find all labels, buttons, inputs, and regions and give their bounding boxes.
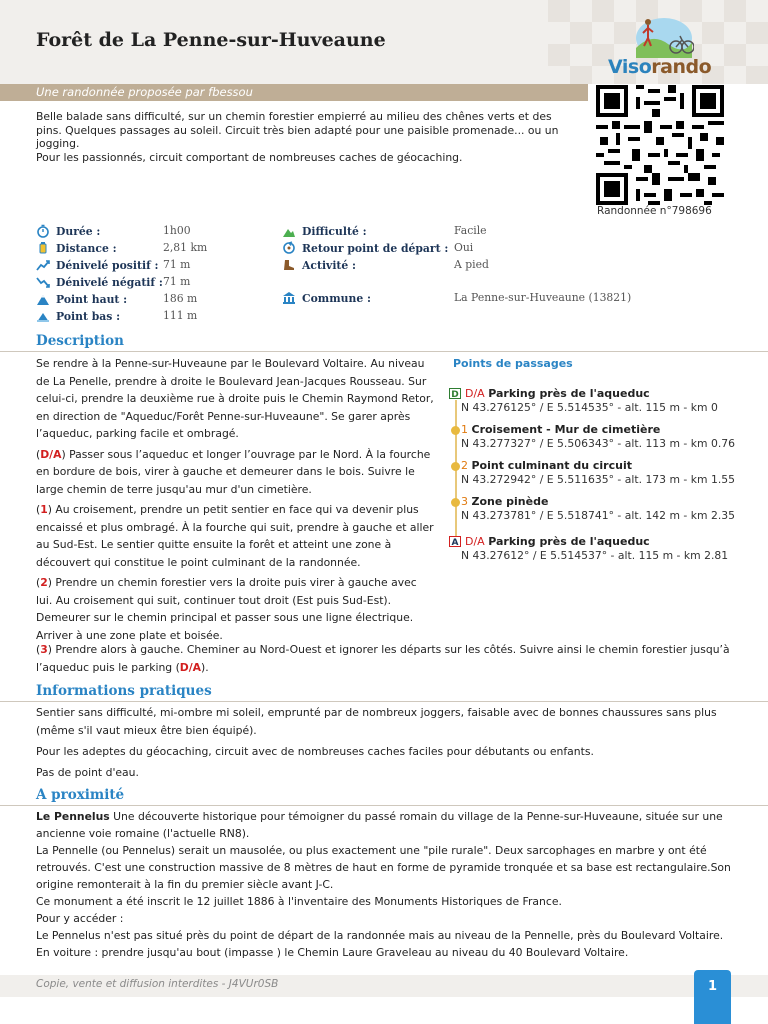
nearby-paragraph: Le Pennelus Une découverte historique pour témoigner du passé romain du village de la Penne-sur-Huveaune, située sur une ancienne voie romaine (l'actuelle RN8). — [36, 810, 723, 840]
distance-marker-icon — [36, 241, 50, 255]
stat-low-point: Point bas : — [36, 308, 120, 324]
waypoint-coords: N 43.276125° / E 5.514535° - alt. 115 m - km 0 — [461, 401, 718, 414]
stat-high-point: Point haut : — [36, 291, 127, 307]
qr-code-icon[interactable] — [596, 84, 724, 206]
page-number: 1 — [694, 970, 731, 1024]
stat-distance: Distance : — [36, 240, 117, 256]
stat-commune: Commune : — [282, 290, 371, 306]
waypoint-item[interactable]: A D/A Parking près de l'aqueduc N 43.27612° / E 5.514537° - alt. 115 m - km 2.81 — [448, 535, 758, 563]
practical-info — [36, 704, 736, 785]
stat-elevation-loss-value: 71 m — [163, 275, 191, 288]
waypoint-coords: N 43.277327° / E 5.506343° - alt. 113 m - km 0.76 — [461, 437, 735, 450]
practical-paragraph: Pas de point d'eau. — [36, 765, 139, 779]
waypoint-dot-icon — [451, 426, 460, 435]
waypoints-title: Points de passages — [453, 357, 573, 370]
section-divider — [0, 701, 768, 702]
summit-icon — [36, 292, 50, 306]
intro-paragraph: Pour les passionnés, circuit comportant de nombreuses caches de géocaching. — [36, 150, 463, 164]
waypoint-dot-icon — [451, 462, 460, 471]
stat-activity-value: A pied — [454, 258, 489, 271]
stat-difficulty-value: Facile — [454, 224, 487, 237]
svg-text:A: A — [451, 538, 459, 547]
finish-flag-icon — [449, 536, 461, 547]
nearby-paragraph: Pour y accéder : — [36, 912, 124, 925]
valley-icon — [36, 309, 50, 323]
nearby-paragraph: Ce monument a été inscrit le 12 juillet 1886 à l'inventaire des Monuments Historiques de France. — [36, 895, 562, 908]
stat-commune-value: La Penne-sur-Huveaune (13821) — [454, 291, 632, 304]
section-divider — [0, 351, 768, 352]
description-text — [36, 355, 436, 647]
stat-difficulty: Difficulté : — [282, 223, 367, 239]
section-divider — [0, 805, 768, 806]
stopwatch-icon — [36, 224, 50, 238]
stat-elevation-gain: Dénivelé positif : — [36, 257, 158, 273]
practical-paragraph: Pour les adeptes du géocaching, circuit avec de nombreuses caches faciles pour débutants ou enfants. — [36, 744, 594, 758]
waypoint-coords: N 43.273781° / E 5.518741° - alt. 142 m - km 2.35 — [461, 509, 735, 522]
description-paragraph: Se rendre à la Penne-sur-Huveaune par le Boulevard Voltaire. Au niveau de La Penelle, prendre à droite le Boulevard Jean-Jacques Rousseau. Sur celui-ci, prendre la deuxième rue à droite puis le Chemin Raymond Retor, en direction de "Aqueduc/Forêt Penne-sur-Huveaune". Se garer après l’aqueduc, parking facile et ombragé. — [36, 357, 434, 440]
stat-distance-value: 2,81 km — [163, 241, 208, 254]
nearby-paragraph: La Pennelle (ou Pennelus) serait un mausolée, ou plus exactement une "pile rurale". Deux sarcophages en marbre y ont été retrouvés. C'est une construction massive de 8 mètres de haut en forme de pyramide tronquée et sa base est rectangulaire.Son origine remonterait à la fin du premier siècle avant J-C. — [36, 844, 731, 891]
footer-copyright: Copie, vente et diffusion interdites - J4VUr0SB — [36, 978, 279, 990]
trend-down-icon — [36, 275, 50, 289]
visorando-logo — [606, 14, 714, 82]
section-title-nearby: A proximité — [36, 787, 125, 803]
nearby-paragraph: En voiture : prendre jusqu'au bout (impasse ) le Chemin Laure Graveleau au niveau du 40 Boulevard Voltaire. — [36, 946, 629, 959]
waypoint-item[interactable]: 3 Zone pinède N 43.273781° / E 5.518741° - alt. 142 m - km 2.35 — [448, 495, 758, 523]
stat-return-start-value: Oui — [454, 241, 474, 254]
section-title-practical: Informations pratiques — [36, 683, 212, 699]
svg-text:D: D — [451, 390, 459, 399]
waypoint-item[interactable]: D D/A Parking près de l'aqueduc N 43.276125° / E 5.514535° - alt. 115 m - km 0 — [448, 387, 758, 415]
waypoint-item[interactable]: 2 Point culminant du circuit N 43.272942° / E 5.511635° - alt. 173 m - km 1.55 — [448, 459, 758, 487]
stat-activity: Activité : — [282, 257, 356, 273]
logo-wordmark: Visorando — [608, 56, 712, 78]
nearby-paragraph: Le Pennelus n'est pas situé près du point de départ de la randonnée mais au niveau de la Pennelle, près du Boulevard Voltaire. — [36, 929, 724, 942]
stat-return-start: Retour point de départ : — [282, 240, 448, 256]
trend-up-icon — [36, 258, 50, 272]
intro-paragraph: Belle balade sans difficulté, sur un chemin forestier empierré au milieu des chênes verts et des pins. Quelques passages au soleil. Circuit très bien adapté pour une paisible promenade... ou un jogging. — [36, 110, 559, 150]
loop-icon — [282, 241, 296, 255]
stat-elevation-gain-value: 71 m — [163, 258, 191, 271]
waypoint-coords: N 43.272942° / E 5.511635° - alt. 173 m - km 1.55 — [461, 473, 735, 486]
nearby-text — [36, 808, 736, 961]
waypoint-item[interactable]: 1 Croisement - Mur de cimetière N 43.277327° / E 5.506343° - alt. 113 m - km 0.76 — [448, 423, 758, 451]
intro-text — [36, 110, 566, 164]
description-paragraph: (1) Au croisement, prendre un petit sentier en face qui va devenir plus encaissé et plus ombragé. À la fourche qui suit, prendre à gauche et aller au Sud-Est. Le sentier quitte ensuite la forêt et atteint une zone à découvert qui constitue le point culminant de la randonnée. — [36, 503, 434, 569]
stat-elevation-loss: Dénivelé négatif : — [36, 274, 163, 290]
hike-number: Randonnée n°798696 — [597, 205, 712, 217]
mountain-icon — [282, 224, 296, 238]
stat-duration-value: 1h00 — [163, 224, 191, 237]
boot-icon — [282, 258, 296, 272]
description-paragraph: (2) Prendre un chemin forestier vers la droite puis virer à gauche avec lui. Au croisement qui suit, continuer tout droit (Est puis Sud-Est). Demeurer sur le chemin principal et passer sous une ligne électrique. Arriver à une zone plate et boisée. — [36, 576, 417, 642]
waypoint-dot-icon — [451, 498, 460, 507]
stat-low-point-value: 111 m — [163, 309, 198, 322]
logo-illustration-icon — [628, 14, 694, 58]
practical-paragraph: Sentier sans difficulté, mi-ombre mi soleil, emprunté par de nombreux joggers, faisable avec de bonnes chaussures sans plus (même s'il vaut mieux être bien équipé). — [36, 706, 717, 737]
page-subtitle: Une randonnée proposée par fbessou — [36, 85, 253, 99]
waypoint-coords: N 43.27612° / E 5.514537° - alt. 115 m - km 2.81 — [461, 549, 729, 562]
start-flag-icon — [449, 388, 461, 399]
description-paragraph: (3) Prendre alors à gauche. Cheminer au Nord-Ouest et ignorer les départs sur les côtés. Suivre ainsi le chemin forestier jusqu’à l’aqueduc puis le parking (D/A). — [36, 643, 730, 674]
description-paragraph: (D/A) Passer sous l’aqueduc et longer l’ouvrage par le Nord. À la fourche en bordure de bois, virer à gauche et demeurer dans le bois. Suivre le large chemin de terre jusqu'au mur d'un cimetière. — [36, 447, 431, 496]
town-hall-icon — [282, 291, 296, 305]
section-title-description: Description — [36, 333, 124, 349]
stat-high-point-value: 186 m — [163, 292, 198, 305]
stat-duration: Durée : — [36, 223, 100, 239]
page-title: Forêt de La Penne-sur-Huveaune — [36, 29, 386, 51]
